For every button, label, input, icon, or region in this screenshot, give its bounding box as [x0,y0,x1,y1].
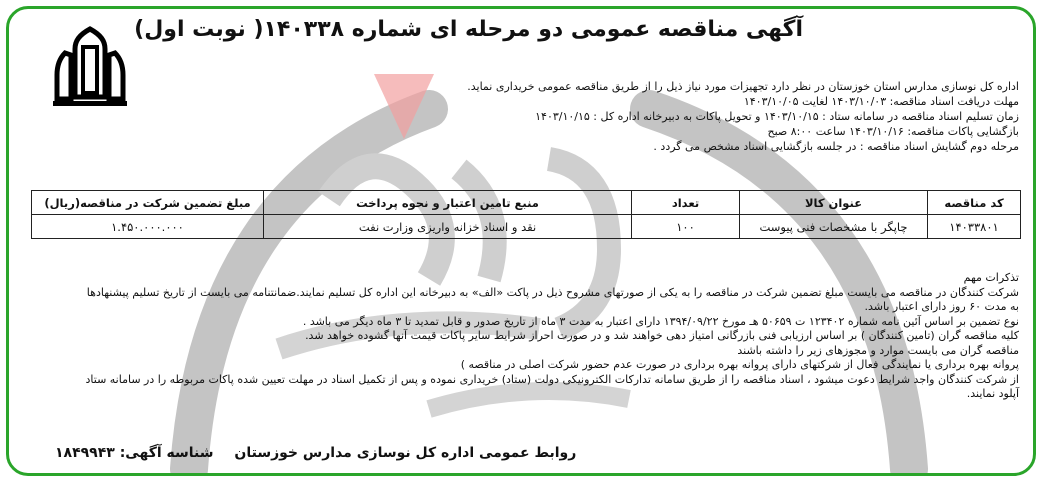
emblem-logo [49,25,131,109]
note-line: شرکت کنندگان در مناقصه می بایست مبلغ تضمین شرکت در مناقصه را به یکی از صورتهای مشروح ذیل در پاکت «الف» به دبیرخانه این اداره کل تسلیم نمایند.ضمانتنامه می بایست از تاریخ تسلیم پیشنهادها [86,285,1019,299]
intro-line: زمان تسلیم اسناد مناقصه در سامانه ستاد : ۱۴۰۳/۱۰/۱۵ و تحویل پاکات به دبیرخانه اداره کل : ۱۴۰۳/۱۰/۱۵ [535,110,1019,123]
intro-line: مرحله دوم گشایش اسناد مناقصه : در جلسه بازگشایی اسناد مشخص می گردد . [653,140,1019,153]
note-line: کلیه مناقصه گران (تامین کنندگان ) بر اساس ارزیابی فنی بازرگانی امتیاز دهی خواهند شد و در صورت احراز شرایط سایر پاکات قیمت آنها گشوده خواهد شد. [305,329,1019,342]
tender-table [31,190,1021,239]
notes-heading: تذکرات مهم [963,271,1019,284]
cell-funding-source: نقد و اسناد خزانه واریزی وزارت نفت [264,215,632,239]
note-line: مناقصه گران می بایست موارد و مجوزهای زیر را داشته باشند [737,343,1019,357]
intro-line: اداره کل نوسازی مدارس استان خوزستان در نظر دارد تجهیزات مورد نیاز ذیل را از طریق مناقصه عمومی خریداری نماید. [467,80,1019,93]
cell-quantity: ۱۰۰ [632,215,740,239]
cell-guarantee-amount: ۱.۴۵۰.۰۰۰.۰۰۰ [32,215,264,239]
header-funding-source: منبع تامین اعتبار و نحوه پرداخت [264,191,632,215]
publisher-name: روابط عمومی اداره کل نوسازی مدارس خوزستان [234,445,577,461]
header-guarantee-amount: مبلغ تضمین شرکت در مناقصه(ریال) [32,191,264,215]
header-tender-code: کد مناقصه [928,191,1021,215]
note-line: نوع تضمین بر اساس آئین نامه شماره ۱۲۳۴۰۲ ت ۵۰۶۵۹ هـ مورخ ۱۳۹۴/۰۹/۲۲ دارای اعتبار به مدت ۳ ماه از تاریخ صدور و قابل تمدید تا ۳ ماه دیگر می باشد . [302,314,1019,328]
ad-id: شناسه آگهی: ۱۸۴۹۹۴۳ [55,445,214,461]
intro-line: مهلت دریافت اسناد مناقصه: ۱۴۰۳/۱۰/۰۳ لغایت ۱۴۰۳/۱۰/۰۵ [743,95,1019,108]
header-item-title: عنوان کالا [740,191,928,215]
notes-section [9,271,1019,402]
cell-tender-code: ۱۴۰۳۳۸۰۱ [928,215,1021,239]
notice-frame [6,6,1036,476]
note-line: به مدت ۶۰ روز دارای اعتبار باشد. [864,300,1019,313]
cell-item-title: چاپگر با مشخصات فنی پیوست [740,215,928,239]
footer [39,445,576,461]
intro-section [399,79,1019,154]
intro-line: بازگشایی پاکات مناقصه: ۱۴۰۳/۱۰/۱۶ ساعت ۸:۰۰ صبح [767,125,1019,138]
notice-title: آگهی مناقصه عمومی دو مرحله ای شماره ۱۴۰۳۳۸( نوبت اول) [134,17,803,42]
note-line: پروانه بهره برداری یا نمایندگی فعال از شرکتهای دارای پروانه بهره برداری در صورت عدم حضور شرکت اصلی در مناقصه ) [460,358,1019,371]
table-row [32,215,1021,239]
note-line: آپلود نمایند. [966,387,1019,400]
note-line: از شرکت کنندگان واجد شرایط دعوت میشود ، اسناد مناقصه را از طریق سامانه تدارکات الکترونیکی دولت (ستاد) خریداری نموده و پس از تکمیل اسناد در مهلت تعیین شده پاکات مربوطه را در سامانه ستاد [85,372,1019,386]
table-header-row [32,191,1021,215]
header-quantity: تعداد [632,191,740,215]
